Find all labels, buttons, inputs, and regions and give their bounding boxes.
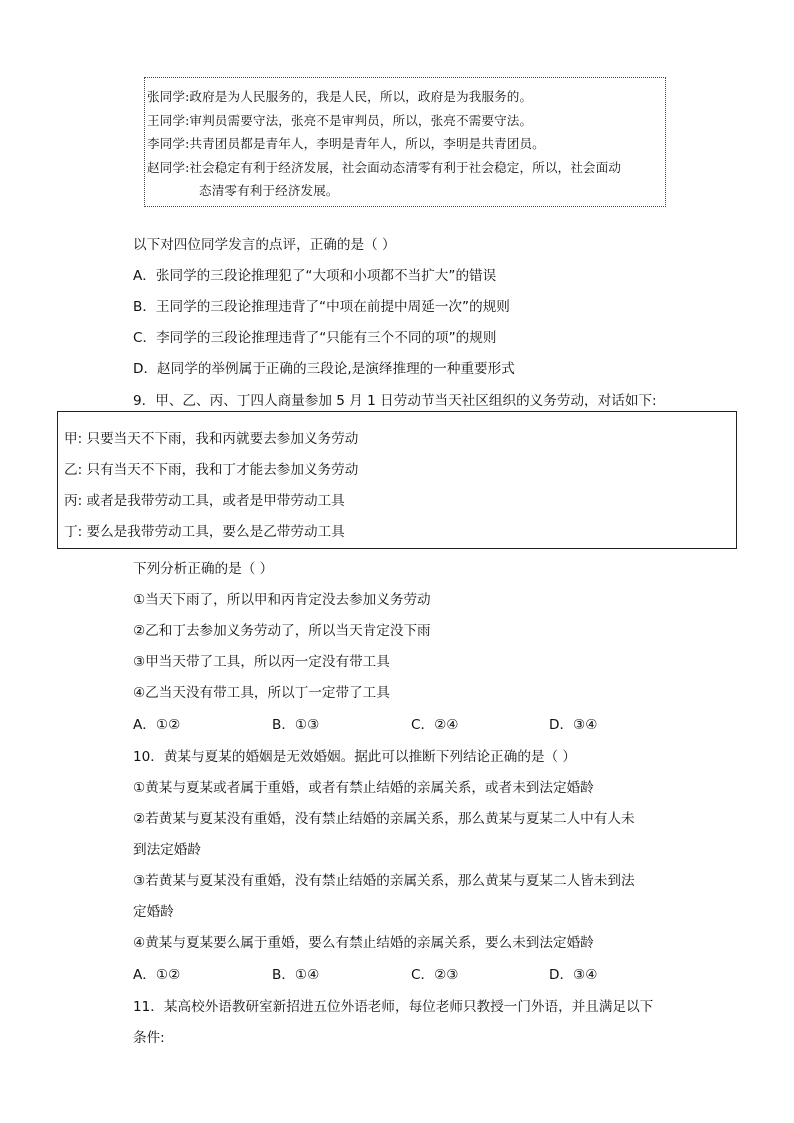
q10-choice-a: A．①② [133, 967, 181, 983]
q9-choice-a: A．①② [133, 717, 181, 733]
q10-line-1: ①黄某与夏某或者属于重婚，或者有禁止结婚的亲属关系，或者未到法定婚龄 [133, 780, 594, 796]
q9-statement-4: ④乙当天没有带工具，所以丁一定带了工具 [133, 685, 390, 701]
q10-stem: 10．黄某与夏某的婚姻是无效婚姻。据此可以推断下列结论正确的是（ ） [133, 749, 577, 765]
q9-choice-c: C．②④ [411, 717, 459, 733]
statement-li: 李同学:共青团员都是青年人，李明是青年人，所以，李明是共青团员。 [147, 136, 545, 152]
q10-choice-d: D．③④ [549, 967, 598, 983]
student-statements-box [144, 77, 666, 207]
q10-line-4: ④黄某与夏某要么属于重婚，要么有禁止结婚的亲属关系，要么未到法定婚龄 [133, 935, 594, 951]
q9-ask: 下列分析正确的是（ ） [133, 561, 274, 577]
statement-zhao-continued: 态清零有利于经济发展。 [199, 183, 339, 199]
q8-option-d: D．赵同学的举例属于正确的三段论,是演绎推理的一种重要形式 [133, 361, 515, 377]
q8-option-b: B．王同学的三段论推理违背了“中项在前提中周延一次”的规则 [133, 299, 510, 315]
dialogue-box [57, 411, 737, 549]
statement-zhao: 赵同学:社会稳定有利于经济发展，社会面动态清零有利于社会稳定，所以，社会面动 [147, 159, 622, 175]
q10-choice-b: B．①④ [272, 967, 320, 983]
dialogue-yi: 乙: 只有当天不下雨，我和丁才能去参加义务劳动 [64, 462, 359, 478]
q10-line-3-cont: 定婚龄 [133, 904, 174, 920]
q9-stem: 9．甲、乙、丙、丁四人商量参加 5 月 1 日劳动节当天社区组织的义务劳动，对话如下: [133, 393, 657, 409]
statement-wang: 王同学:审判员需要守法，张亮不是审判员，所以，张亮不需要守法。 [147, 112, 533, 128]
q11-stem: 11．某高校外语教研室新招进五位外语老师，每位老师只教授一门外语，并且满足以下 [133, 999, 654, 1015]
dialogue-jia: 甲: 只要当天不下雨，我和丙就要去参加义务劳动 [64, 431, 359, 447]
q11-stem-cont: 条件: [133, 1030, 165, 1046]
q10-line-3: ③若黄某与夏某没有重婚，没有禁止结婚的亲属关系，那么黄某与夏某二人皆未到法 [133, 873, 635, 889]
q10-line-2: ②若黄某与夏某没有重婚，没有禁止结婚的亲属关系，那么黄某与夏某二人中有人未 [133, 811, 635, 827]
q9-statement-2: ②乙和丁去参加义务劳动了，所以当天肯定没下雨 [133, 623, 431, 639]
q9-statement-1: ①当天下雨了，所以甲和丙肯定没去参加义务劳动 [133, 592, 431, 608]
statement-zhang: 张同学:政府是为人民服务的，我是人民，所以，政府是为我服务的。 [147, 89, 533, 104]
q8-stem: 以下对四位同学发言的点评，正确的是（ ） [133, 237, 396, 253]
q8-option-c: C．李同学的三段论推理违背了“只能有三个不同的项”的规则 [133, 330, 497, 346]
q10-choice-c: C．②③ [411, 967, 459, 983]
q9-choice-d: D．③④ [549, 717, 598, 733]
q10-line-2-cont: 到法定婚龄 [133, 842, 201, 858]
q9-choice-b: B．①③ [272, 717, 320, 733]
dialogue-ding: 丁: 要么是我带劳动工具，要么是乙带劳动工具 [64, 524, 345, 540]
dialogue-bing: 丙: 或者是我带劳动工具，或者是甲带劳动工具 [64, 493, 345, 509]
q8-option-a: A．张同学的三段论推理犯了“大项和小项都不当扩大”的错误 [133, 268, 497, 284]
q9-statement-3: ③甲当天带了工具，所以丙一定没有带工具 [133, 654, 390, 670]
